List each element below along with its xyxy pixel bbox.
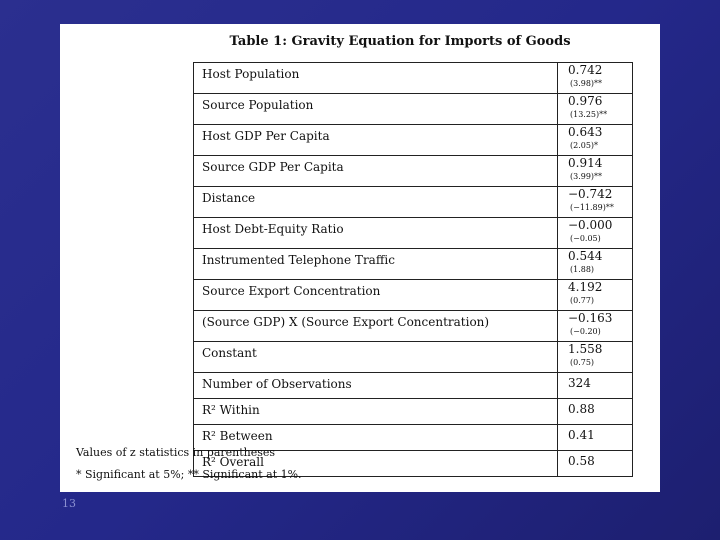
table-row bbox=[194, 249, 633, 280]
z-statistic: (0.77) bbox=[570, 296, 595, 305]
coefficient: 0.41 bbox=[568, 428, 595, 442]
coefficient: 0.544 bbox=[568, 249, 603, 263]
variable-name: R² Overall bbox=[194, 451, 558, 477]
table-notes bbox=[76, 442, 302, 486]
variable-name: Source Export Concentration bbox=[194, 280, 558, 311]
z-statistic: (3.99)** bbox=[570, 172, 603, 181]
z-statistic: (−11.89)** bbox=[570, 203, 614, 212]
variable-name: Instrumented Telephone Traffic bbox=[194, 249, 558, 280]
table-row bbox=[194, 125, 633, 156]
estimate-cell bbox=[558, 342, 633, 373]
estimate-cell bbox=[558, 63, 633, 94]
estimate-cell bbox=[558, 425, 633, 451]
coefficient: −0.000 bbox=[568, 218, 613, 232]
table-row bbox=[194, 94, 633, 125]
table-row bbox=[194, 218, 633, 249]
coefficient: 0.742 bbox=[568, 63, 603, 77]
estimate-cell bbox=[558, 311, 633, 342]
variable-name: Host GDP Per Capita bbox=[194, 125, 558, 156]
coefficient: −0.163 bbox=[568, 311, 613, 325]
table-title: Table 1: Gravity Equation for Imports of Goods bbox=[229, 34, 571, 49]
variable-name: Host Population bbox=[194, 63, 558, 94]
variable-name: Number of Observations bbox=[194, 373, 558, 399]
table-row bbox=[194, 63, 633, 94]
z-statistic: (−0.05) bbox=[570, 234, 601, 243]
table-row bbox=[194, 280, 633, 311]
note-z-statistics: Values of z statistics in parentheses bbox=[76, 446, 276, 459]
table-row bbox=[194, 187, 633, 218]
coefficient: 0.58 bbox=[568, 454, 595, 468]
table-row bbox=[194, 311, 633, 342]
estimate-cell bbox=[558, 156, 633, 187]
variable-name: Host Debt-Equity Ratio bbox=[194, 218, 558, 249]
z-statistic: (1.88) bbox=[570, 265, 595, 274]
coefficient: 0.88 bbox=[568, 402, 595, 416]
z-statistic: (0.75) bbox=[570, 358, 595, 367]
regression-table bbox=[193, 62, 633, 477]
variable-name: Source Population bbox=[194, 94, 558, 125]
variable-name: (Source GDP) X (Source Export Concentration) bbox=[194, 311, 558, 342]
coefficient: 1.558 bbox=[568, 342, 603, 356]
coefficient: −0.742 bbox=[568, 187, 613, 201]
estimate-cell bbox=[558, 399, 633, 425]
estimate-cell bbox=[558, 94, 633, 125]
z-statistic: (3.98)** bbox=[570, 79, 603, 88]
estimate-cell bbox=[558, 249, 633, 280]
variable-name: Distance bbox=[194, 187, 558, 218]
coefficient: 324 bbox=[568, 376, 591, 390]
variable-name: Source GDP Per Capita bbox=[194, 156, 558, 187]
estimate-cell bbox=[558, 373, 633, 399]
estimate-cell bbox=[558, 218, 633, 249]
table-row bbox=[194, 156, 633, 187]
variable-name: R² Between bbox=[194, 425, 558, 451]
estimate-cell bbox=[558, 280, 633, 311]
coefficient: 4.192 bbox=[568, 280, 603, 294]
table-row bbox=[194, 399, 633, 425]
table-row bbox=[194, 373, 633, 399]
estimate-cell bbox=[558, 125, 633, 156]
estimate-cell bbox=[558, 187, 633, 218]
note-significance: * Significant at 5%; ** Significant at 1%. bbox=[76, 468, 302, 481]
table-row bbox=[194, 342, 633, 373]
coefficient: 0.976 bbox=[568, 94, 603, 108]
z-statistic: (13.25)** bbox=[570, 110, 608, 119]
coefficient: 0.643 bbox=[568, 125, 603, 139]
coefficient: 0.914 bbox=[568, 156, 603, 170]
table-image-panel bbox=[60, 24, 660, 492]
variable-name: Constant bbox=[194, 342, 558, 373]
z-statistic: (2.05)* bbox=[570, 141, 599, 150]
estimate-cell bbox=[558, 451, 633, 477]
z-statistic: (−0.20) bbox=[570, 327, 601, 336]
slide-number: 13 bbox=[62, 497, 76, 510]
variable-name: R² Within bbox=[194, 399, 558, 425]
